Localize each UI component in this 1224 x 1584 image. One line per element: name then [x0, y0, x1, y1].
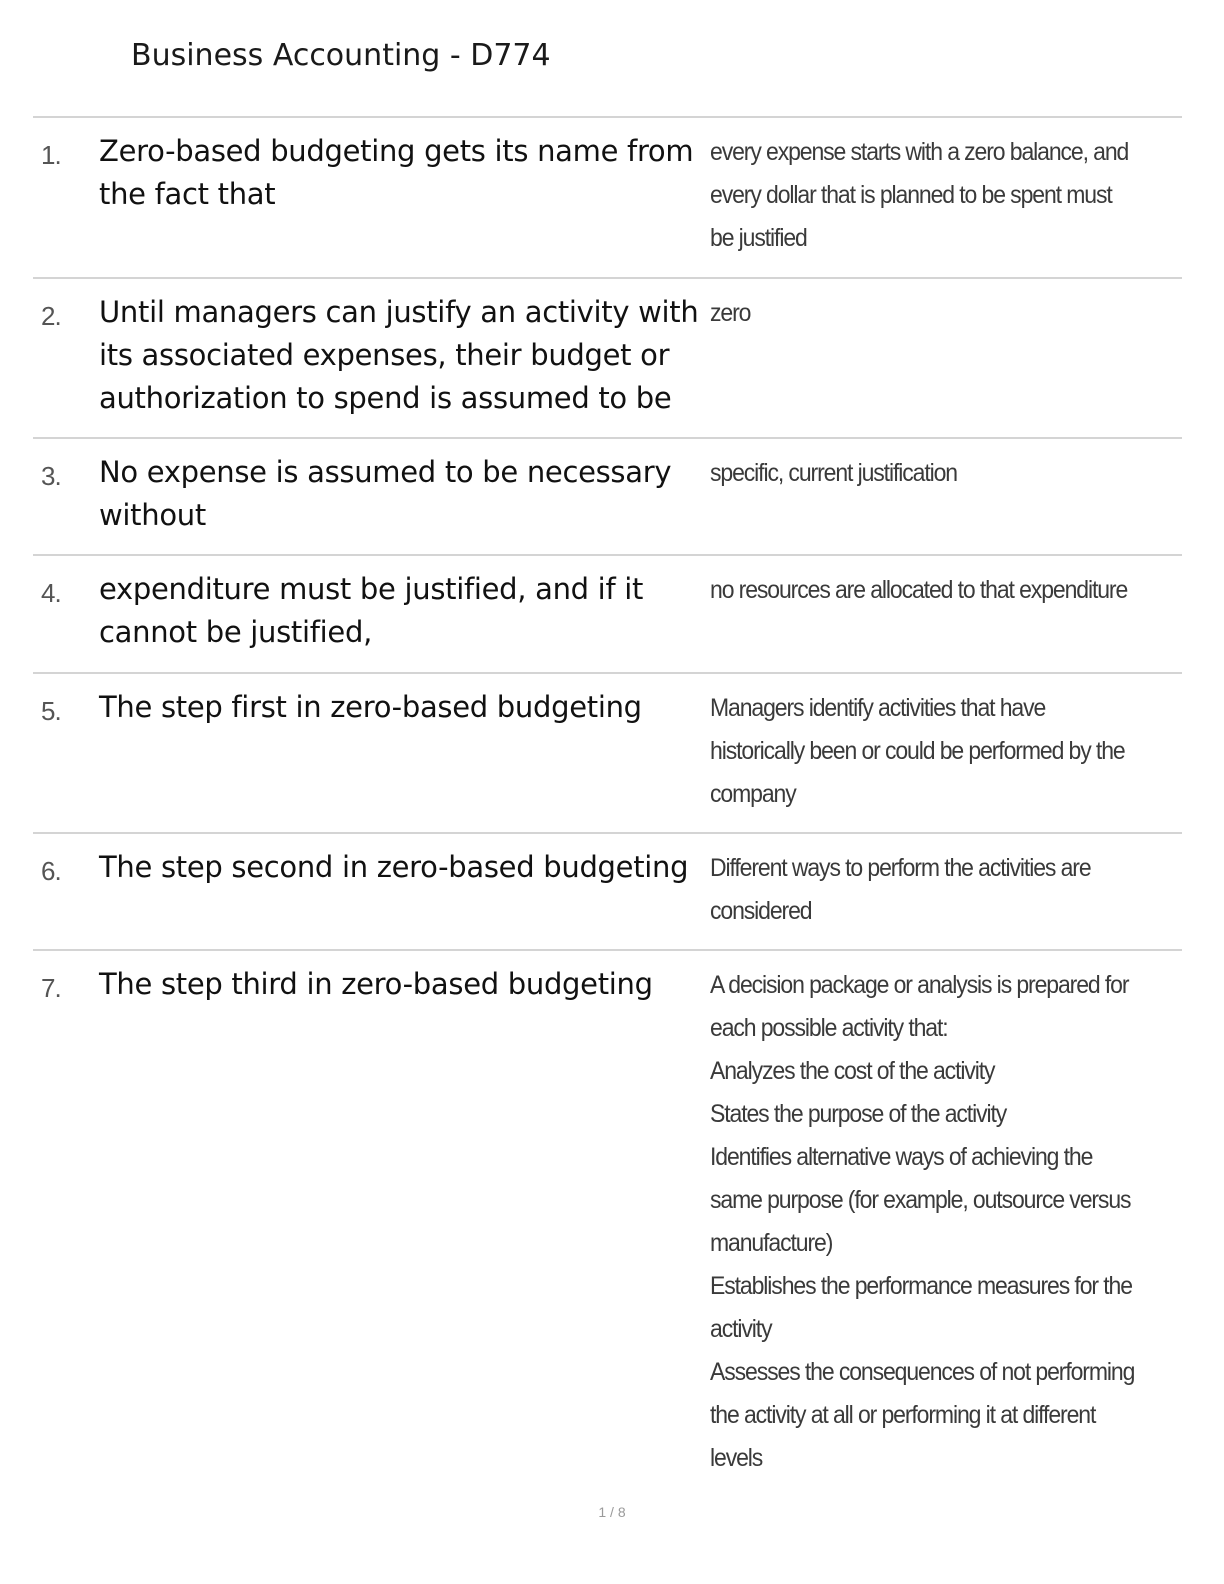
card-definition: zero — [710, 299, 751, 327]
card-number: 3. — [41, 461, 61, 491]
card-number: 7. — [41, 973, 61, 1003]
card-term: The step third in zero-based budgeting — [99, 967, 653, 1001]
card-term: expenditure must be justified, and if it cannot be justified, — [99, 572, 644, 649]
document-title: Business Accounting - D774 — [131, 38, 551, 73]
card-number: 2. — [41, 301, 61, 331]
card-definition: A decision package or analysis is prepared for each possible activity that: Analyzes the cost of the activity States the purpose of the activity Identifies alternative ways of achieving the same purpose (for example, outsource versus manufacture) Establishes the performance measures for the activity Assesses the consequences of not performing the activity at all or performing it at different levels — [710, 971, 1135, 1472]
flashcard — [33, 118, 1182, 279]
flashcard — [33, 279, 1182, 439]
card-definition: Managers identify activities that have historically been or could be performed by the company — [710, 694, 1125, 808]
flashcard-list — [33, 116, 1182, 1491]
card-definition: every expense starts with a zero balance, and every dollar that is planned to be spent must be justified — [710, 138, 1129, 252]
flashcard — [33, 556, 1182, 674]
flashcard — [33, 951, 1182, 1491]
page-number: 1 / 8 — [598, 1504, 626, 1520]
card-number: 4. — [41, 578, 61, 608]
flashcard — [33, 439, 1182, 556]
card-definition: Different ways to perform the activities are considered — [710, 854, 1091, 925]
flashcard — [33, 674, 1182, 834]
card-term: Zero-based budgeting gets its name from the fact that — [99, 134, 694, 211]
card-term: No expense is assumed to be necessary without — [99, 455, 672, 532]
card-number: 6. — [41, 856, 61, 886]
card-term: Until managers can justify an activity with its associated expenses, their budget or authorization to spend is assumed to be — [99, 295, 699, 415]
card-definition: no resources are allocated to that expenditure — [710, 576, 1128, 604]
card-number: 1. — [41, 140, 61, 170]
flashcard — [33, 834, 1182, 951]
card-term: The step second in zero-based budgeting — [99, 850, 689, 884]
card-number: 5. — [41, 696, 61, 726]
card-definition: specific, current justification — [710, 459, 958, 487]
card-term: The step first in zero-based budgeting — [99, 690, 642, 724]
